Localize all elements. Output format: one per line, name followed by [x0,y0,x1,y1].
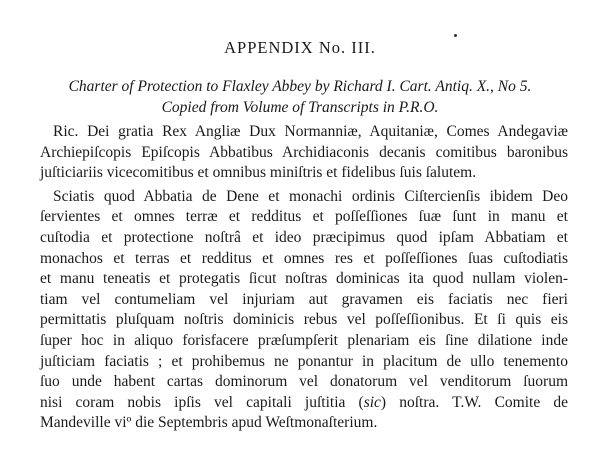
paragraph-2-line-11: nisi coram nobis ipſis vel capitali juſtitia (sic) noſtra. T.W. Comite de [40,393,569,411]
paragraph-1-line-1: Ric. Dei gratia Rex Angliæ Dux Normanniæ, Aquitaniæ, Comes Andegaviæ [53,123,568,140]
paragraph-2-line-10: ſuo unde habent cartas dominorum vel donatorum vel venditorum ſuorum [40,373,568,391]
charter-body [40,122,568,434]
paragraph-2-line-12: Mandeville viº die Septembris apud Weſtmonaſterium. [40,414,378,432]
paragraph-2-line-9: juſticiam faciatis ; et prohibemus ne ponantur in placitum de ullo tenemento [40,352,568,370]
appendix-title: APPENDIX No. III. [224,38,376,57]
paragraph-1-line-3: juſticiariis vicecomitibus et omnibus miniſtris et fidelibus ſuis ſalutem. [40,164,477,182]
paragraph-2-line-3: cuſtodia et protectione noſtrâ et ideo præcipimus quod ipſam Abbatiam et [40,228,568,246]
paragraph-2-line-4: monachos et terras et redditus et omnes res et poſſeſſiones ſuas cuſtodiatis [40,249,568,267]
paragraph-1-line-2: Archiepiſcopis Epiſcopis Abbatibus Archidiaconis decanis comitibus baronibus [40,143,568,161]
paragraph-2-line-1: Sciatis quod Abbatia de Dene et monachi ordinis Ciſtercienſis ibidem Deo [53,187,568,205]
paragraph-2-line-2: ſervientes et omnes terræ et redditus et poſſeſſiones ſuæ ſunt in manu et [40,208,568,226]
charter-subtitle-line-1: Charter of Protection to Flaxley Abbey by Richard I. Cart. Antiq. X., No 5. [68,78,532,95]
ink-speck [454,34,457,37]
charter-subtitle-line-2: Copied from Volume of Transcripts in P.R.O. [161,99,439,116]
paragraph-2-line-7: permittatis pluſquam noſtris dominicis rebus vel poſſeſſionibus. Et ſi quis eis [40,311,568,329]
paragraph-2-line-5: et manu teneatis et protegatis ſicut noſtras dominicas ita quod nullam violen- [40,270,568,288]
paragraph-2-line-6: tiam vel contumeliam vel injuriam aut gravamen eis faciatis nec fieri [40,290,568,308]
paragraph-2-line-8: ſuper hoc in aliquo forisfacere præſumpſerit plenariam eis ſine dilatione inde [40,331,568,349]
sic-annotation: sic [363,393,381,411]
